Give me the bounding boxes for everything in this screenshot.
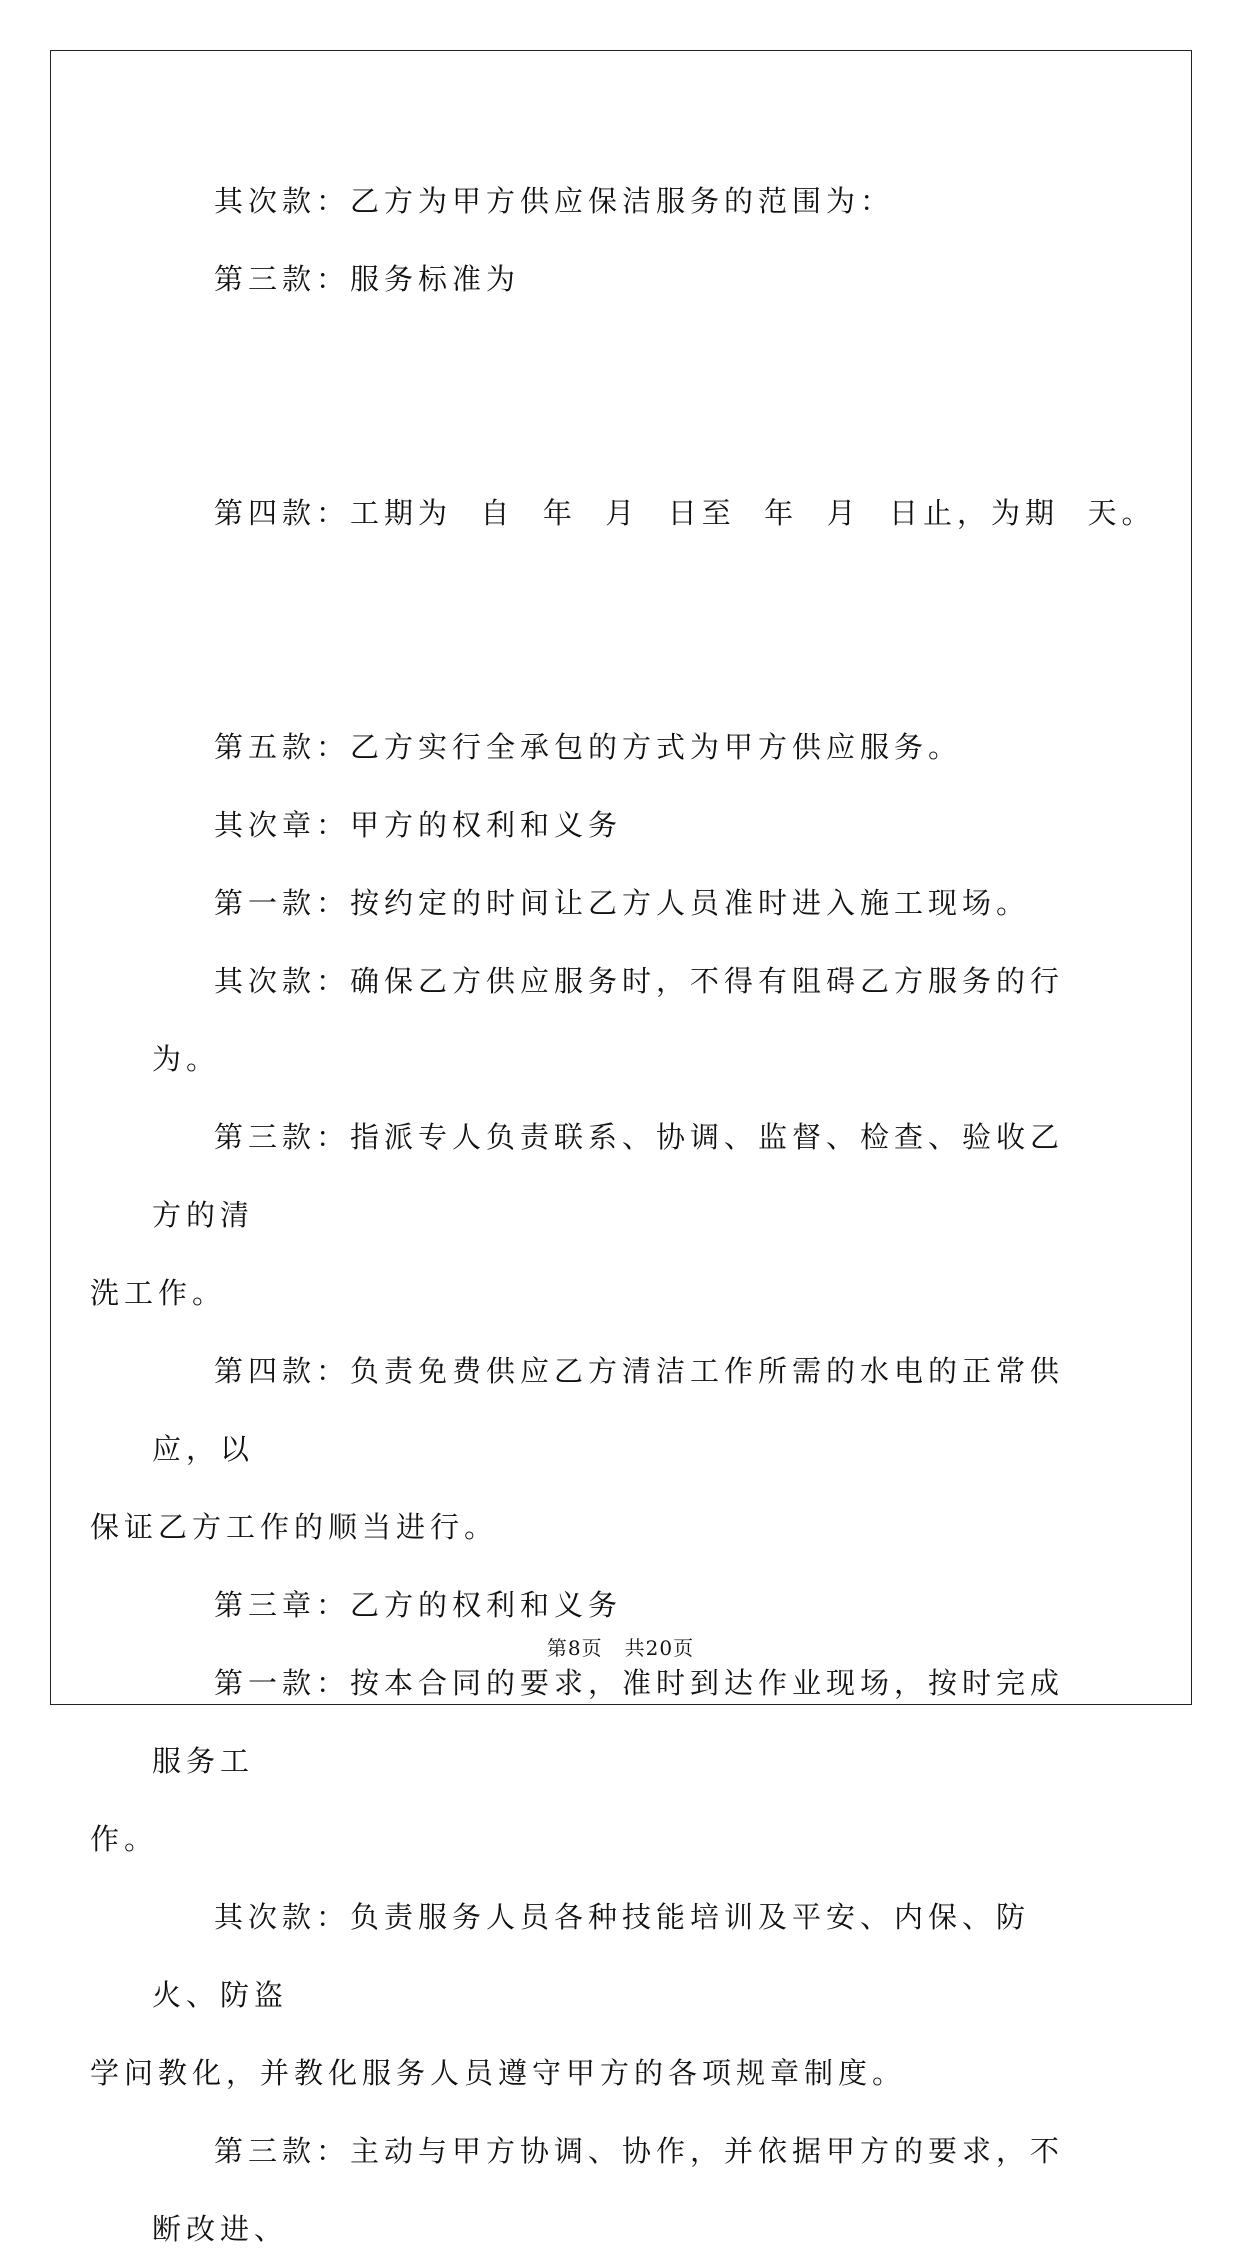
paragraph-line: 第四款：负责免费供应乙方清洁工作所需的水电的正常供应，以 [152, 1354, 1065, 1466]
paragraph [152, 2112, 1092, 2268]
paragraph-line: 作。 [90, 1822, 159, 1856]
paragraph-line: 保证乙方工作的顺当进行。 [90, 1510, 499, 1544]
paragraph-line: 其次款：确保乙方供应服务时，不得有阻碍乙方服务的行为。 [152, 964, 1065, 1076]
paragraph [152, 708, 1092, 786]
paragraph [152, 162, 1092, 240]
paragraph-line: 第五款：乙方实行全承包的方式为甲方供应服务。 [214, 730, 963, 764]
paragraph [152, 318, 1156, 708]
paragraph-line: 第三款：主动与甲方协调、协作，并依据甲方的要求，不断改进、 [152, 2134, 1065, 2246]
paragraph-line: 第四款：工期为 自 年 月 日至 年 月 日止，为期 天。 [214, 496, 1156, 530]
paragraph-line: 其次款：负责服务人员各种技能培训及平安、内保、防火、防盗 [152, 1900, 1031, 2012]
paragraph-line: 第一款：按本合同的要求，准时到达作业现场，按时完成服务工 [152, 1666, 1065, 1778]
paragraph-line: 第三章：乙方的权利和义务 [214, 1588, 623, 1622]
paragraph-line: 学问教化，并教化服务人员遵守甲方的各项规章制度。 [90, 2056, 907, 2090]
chapter-heading [152, 786, 1092, 864]
page-number: 第8页 [546, 1636, 603, 1660]
paragraph-line: 第一款：按约定的时间让乙方人员准时进入施工现场。 [214, 886, 1031, 920]
paragraph [90, 1098, 1092, 1332]
paragraph [90, 1644, 1092, 1878]
paragraph [90, 1878, 1092, 2112]
document-body [90, 162, 1156, 2268]
page-footer [0, 1632, 1241, 1661]
page-total: 共20页 [624, 1636, 695, 1660]
paragraph-line: 其次章：甲方的权利和义务 [214, 808, 623, 842]
paragraph-line: 第三款：指派专人负责联系、协调、监督、检查、验收乙方的清 [152, 1120, 1065, 1232]
paragraph [152, 864, 1092, 942]
paragraph-line: 其次款：乙方为甲方供应保洁服务的范围为： [214, 184, 895, 218]
paragraph [152, 942, 1092, 1098]
paragraph-line: 洗工作。 [90, 1276, 227, 1310]
paragraph [152, 240, 1092, 318]
paragraph [90, 1332, 1092, 1566]
paragraph-line: 第三款：服务标准为 [214, 262, 521, 296]
